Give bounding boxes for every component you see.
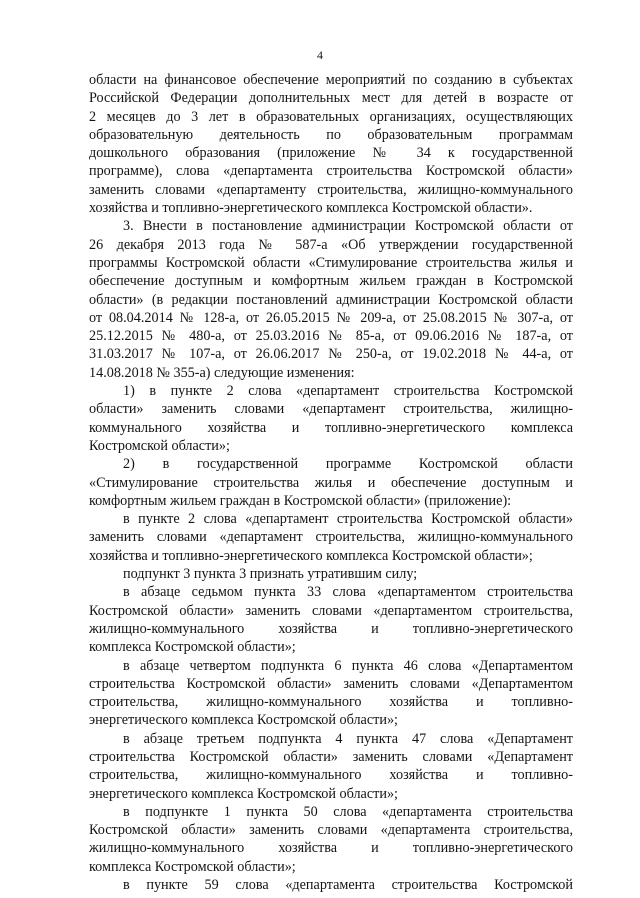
text-line: 25.12.2015 № 480-а, от 25.03.2016 № 85-а, от 09.06.2016 № 187-а, от [89,328,573,345]
text-line: программы Костромской области «Стимулирование строительства жилья и [89,254,573,271]
text-line: строительства Костромской области» заменить словами «Департамент [89,748,573,765]
text-line: заменить словами «департамент строительства, жилищно-коммунального [89,529,573,546]
text-line: энергетического комплекса Костромской области»; [89,712,398,729]
text-line: области» заменить словами «департамент строительства, жилищно- [89,401,573,418]
text-line: строительства, жилищно-коммунального хозяйства и топливно- [89,694,573,711]
text-line: комфортным жильем граждан в Костромской области» (приложение): [89,492,512,509]
text-line: Костромской области» заменить словами «департамента строительства, [89,822,573,839]
text-line: Костромской области»; [89,437,230,454]
text-line: коммунального хозяйства и топливно-энергетического комплекса [89,419,573,436]
text-line: в абзаце третьем подпункта 4 пункта 47 слова «Департамент [123,730,573,747]
text-line: в пункте 59 слова «департамента строительства Костромской [123,877,573,894]
text-line: строительства, жилищно-коммунального хозяйства и топливно- [89,767,573,784]
text-line: энергетического комплекса Костромской области»; [89,785,398,802]
text-line: комплекса Костромской области»; [89,858,296,875]
text-line: хозяйства и топливно-энергетического комплекса Костромской области»; [89,547,533,564]
text-line: 2) в государственной программе Костромской области [123,456,573,473]
page-number: 4 [317,48,323,62]
text-line: образовательную деятельность по образовательным программам [89,126,573,143]
text-line: жилищно-коммунального хозяйства и топливно-энергетического [89,620,573,637]
text-line: 3. Внести в постановление администрации Костромской области от [123,218,573,235]
text-line: комплекса Костромской области»; [89,639,296,656]
text-line: хозяйства и топливно-энергетического комплекса Костромской области». [89,200,533,217]
text-line: 2 месяцев до 3 лет в образовательных организациях, осуществляющих [89,108,573,125]
text-line: жилищно-коммунального хозяйства и топливно-энергетического [89,840,573,857]
text-line: подпункт 3 пункта 3 признать утратившим силу; [123,566,418,583]
text-line: в подпункте 1 пункта 50 слова «департамента строительства [123,803,573,820]
text-line: Костромской области» заменить словами «департаментом строительства, [89,602,573,619]
text-line: 14.08.2018 № 355-а) следующие изменения: [89,364,355,381]
text-line: 31.03.2017 № 107-а, от 26.06.2017 № 250-а, от 19.02.2018 № 44-а, от [89,346,573,363]
text-line: дошкольного образования (приложение № 34 к государственной [89,145,573,162]
text-line: в абзаце седьмом пункта 33 слова «департаментом строительства [123,584,573,601]
text-line: заменить словами «департаменту строительства, жилищно-коммунального [89,181,573,198]
text-line: в пункте 2 слова «департамент строительства Костромской области» [123,511,573,528]
text-line: в абзаце четвертом подпункта 6 пункта 46 слова «Департаментом [123,657,573,674]
text-line: области» (в редакции постановлений администрации Костромской области [89,291,573,308]
text-line: от 08.04.2014 № 128-а, от 26.05.2015 № 209-а, от 25.08.2015 № 307-а, от [89,309,573,326]
text-line: «Стимулирование строительства жилья и обеспечение доступным и [89,474,573,491]
text-line: Российской Федерации дополнительных мест для детей в возрасте от [89,90,573,107]
text-line: 1) в пункте 2 слова «департамент строительства Костромской [123,383,573,400]
text-line: области на финансовое обеспечение мероприятий по созданию в субъектах [89,72,573,88]
text-line: строительства Костромской области» заменить словами «Департаментом [89,675,573,692]
text-line: 26 декабря 2013 года № 587-а «Об утверждении государственной [89,236,573,253]
text-line: программе), слова «департамента строительства Костромской области» [89,163,573,180]
document-body [89,71,573,894]
text-line: обеспечение доступным и комфортным жильем граждан в Костромской [89,273,573,290]
